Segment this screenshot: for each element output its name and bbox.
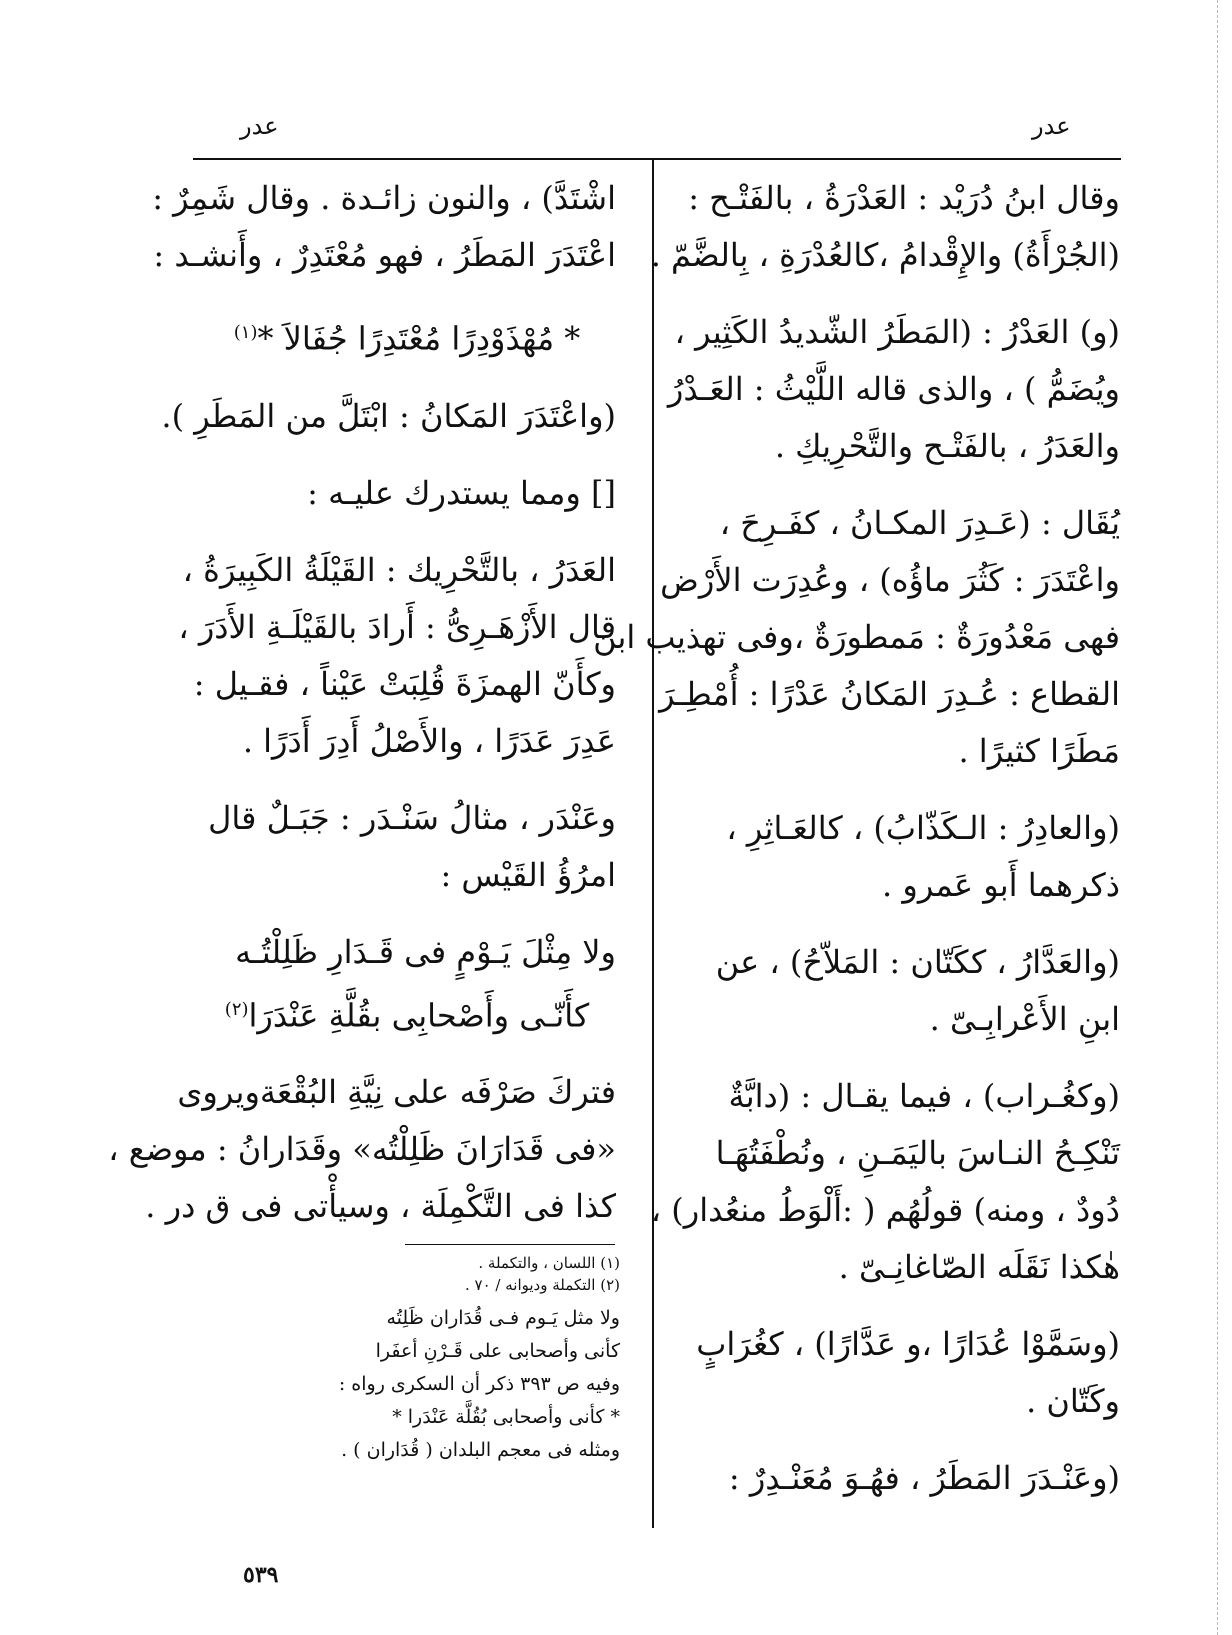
text-line: «فى قَدَارَانَ ظَلِلْتُه» وقَدَارانُ : موضع ، [108, 1130, 616, 1169]
footnote-verse-block [338, 1302, 620, 1467]
footnote-line: ومثله فى معجم البلدان ( قُدَاران ) . [341, 1439, 620, 1461]
text-line: وعَنْدَر ، مثالُ سَنْـدَر : جَبَـلٌ قال [208, 798, 616, 837]
text-line: امرُؤُ القَيْس : [440, 855, 616, 894]
text-line: (وسَمَّوْا عُدَارًا ،و عَدَّارًا) ، كغُرَابٍ [696, 1325, 1120, 1363]
footnote-marker: (٢) [224, 998, 249, 1020]
footnote-line: وفيه ص ٣٩٣ ذكر أن السكرى رواه : [338, 1373, 620, 1395]
footnote-line: ولا مثل يَـوم فـى قُدَاران ظَلِتُه [386, 1307, 620, 1329]
verse-2 [198, 924, 616, 1045]
right-para-6 [650, 1068, 1120, 1296]
text-line: دُودٌ ، ومنه) قولُهُم ( :أَلْوَطُ منعُدار) ، [650, 1191, 1120, 1229]
footnotes [360, 1252, 620, 1296]
text-line: ابنِ الأَعْرابِـىّ . [929, 1000, 1120, 1038]
verse-line [198, 304, 616, 368]
text-line: وقال ابنُ دُرَيْد : العَدْرَةُ ، بالفَتْـح : [688, 179, 1120, 217]
left-para-3 [178, 542, 616, 770]
left-para-5 [108, 1064, 616, 1235]
text-line: تَنْكِـحُ النـاسَ باليَمَـنِ ، ونُطْفَتُهَـا [715, 1134, 1120, 1172]
text-line: (وعَنْـدَرَ المَطَرُ ، فهُـوَ مُعَنْـدِرٌ : [728, 1459, 1120, 1497]
page-edge-line [1217, 0, 1218, 1635]
footnote-2: (٢) التكملة وديوانه / ٧٠ . [464, 1276, 620, 1294]
text-line: قال الأَزْهَـرِىُّ : أَرادَ بالقَيْلَـةِ الأَدَرَ ، [178, 607, 616, 646]
right-para-8 [688, 1450, 1120, 1507]
footnote-rule [405, 1244, 615, 1245]
text-line: فهى مَعْدُورَةٌ : مَمطورَةٌ ،وفى تهذيب ابن [593, 618, 1120, 656]
verse-text: * مُهْذَوْدِرًا مُعْتَدِرًا جُفَالاَ * [257, 319, 581, 358]
text-line: (و) العَدْرُ : (المَطَرُ الشّديدُ الكَثِير ، [674, 313, 1120, 351]
left-column [108, 170, 616, 1255]
footnote-line: كأنى وأصحابى على قَـرْنِ أعفَرا [375, 1340, 620, 1362]
text-line: (واعْتَدَرَ المَكانُ : ابْتَلَّ من المَطَرِ ). [161, 396, 616, 435]
text-line: (وكغُـراب) ، فيما يقـال : (دابَّةٌ [728, 1077, 1120, 1115]
text-line: يُقَال : (عَـدِرَ المكـانُ ، كفَـرِحَ ، [719, 504, 1120, 542]
right-para-1 [650, 170, 1120, 284]
verse-line: ولا مِثْلَ يَـوْمٍ فى قَـدَارِ ظَلِلْتُـه [235, 932, 616, 971]
footnote-marker: (١) [233, 322, 258, 343]
text-line: اعْتَدَرَ المَطَرُ ، فهو مُعْتَدِرٌ ، وأَنشـد : [153, 236, 616, 274]
text-line: فتركَ صَرْفَه على نِيَّةِ البُقْعَةويروى [177, 1073, 616, 1112]
text-line: القطاع : عُـدِرَ المَكانُ عَدْرًا : أُمْطِـرَ [659, 675, 1120, 713]
right-para-2 [667, 304, 1120, 475]
text-line: ذكرهما أَبو عَمرو . [882, 866, 1120, 904]
footnote-1: (١) اللسان ، والتكملة . [478, 1254, 620, 1272]
column-divider [652, 160, 654, 1528]
verse-1 [198, 304, 616, 368]
left-para-1 [152, 170, 616, 284]
text-line: هٰكذا نَقَلَه الصّاغانِـىّ . [838, 1248, 1120, 1286]
verse-text: كأَنّـى وأَصْحابِى بقُلَّةِ عَنْدَرَا [248, 996, 590, 1035]
text-line: (الجُرْأَةُ) والإِقْدامُ ،كالعُدْرَةِ ، بِالضَّمّ . [650, 236, 1120, 274]
text-line: وكَتّان . [1026, 1382, 1120, 1420]
text-line: (والعَدَّارُ ، ككَتّان : المَلاّحُ) ، عن [715, 943, 1120, 981]
header-right-word: عدر [1032, 112, 1071, 140]
text-line: العَدَرُ ، بالتَّحْرِيك : القَيْلَةُ الكَبِيرَةُ ، [182, 550, 616, 589]
text-line: كذا فى التَّكْمِلَة ، وسيأْتى فى ق در . [145, 1187, 616, 1226]
text-line: عَدِرَ عَدَرًا ، والأَصْلُ أَدِرَ أَدَرًا . [242, 721, 616, 760]
text-line: (والعادِرُ : الـكَذّابُ) ، كالعَـاثِرِ ، [726, 809, 1120, 847]
header-rule [193, 158, 1121, 160]
right-para-3 [593, 495, 1120, 780]
header-left-word: عدر [240, 112, 279, 140]
left-para-4 [198, 790, 616, 904]
right-para-4 [688, 800, 1120, 914]
text-line: مَطَرًا كثيرًا . [958, 732, 1120, 770]
text-line: ويُضَمُّ ) ، والذى قاله اللَّيْثُ : العَـدْرُ [667, 370, 1120, 408]
verse-line [198, 981, 616, 1045]
page-number: ٥٣٩ [243, 1562, 279, 1588]
right-para-7 [688, 1316, 1120, 1430]
text-line: والعَدَرُ ، بالفَتْـح والتَّحْرِيكِ . [774, 427, 1120, 465]
text-line: اشْتَدَّ) ، والنون زائـدة . وقال شَمِرٌ : [152, 179, 616, 217]
right-para-5 [688, 934, 1120, 1048]
left-para-2 [161, 388, 616, 445]
text-line: واعْتَدَرَ : كَثُرَ ماؤُه) ، وعُدِرَت الأَرْض [660, 561, 1120, 599]
section-heading [198, 465, 616, 522]
text-line: وكأَنّ الهمزَةَ قُلِبَتْ عَيْناً ، فقـيل : [193, 664, 616, 703]
right-column [593, 170, 1120, 1527]
heading-text: [] ومما يستدرك عليـه : [307, 473, 616, 512]
footnote-line: * كأنى وأصحابى بُقُلَّة عَنْدَرا * [392, 1406, 620, 1428]
